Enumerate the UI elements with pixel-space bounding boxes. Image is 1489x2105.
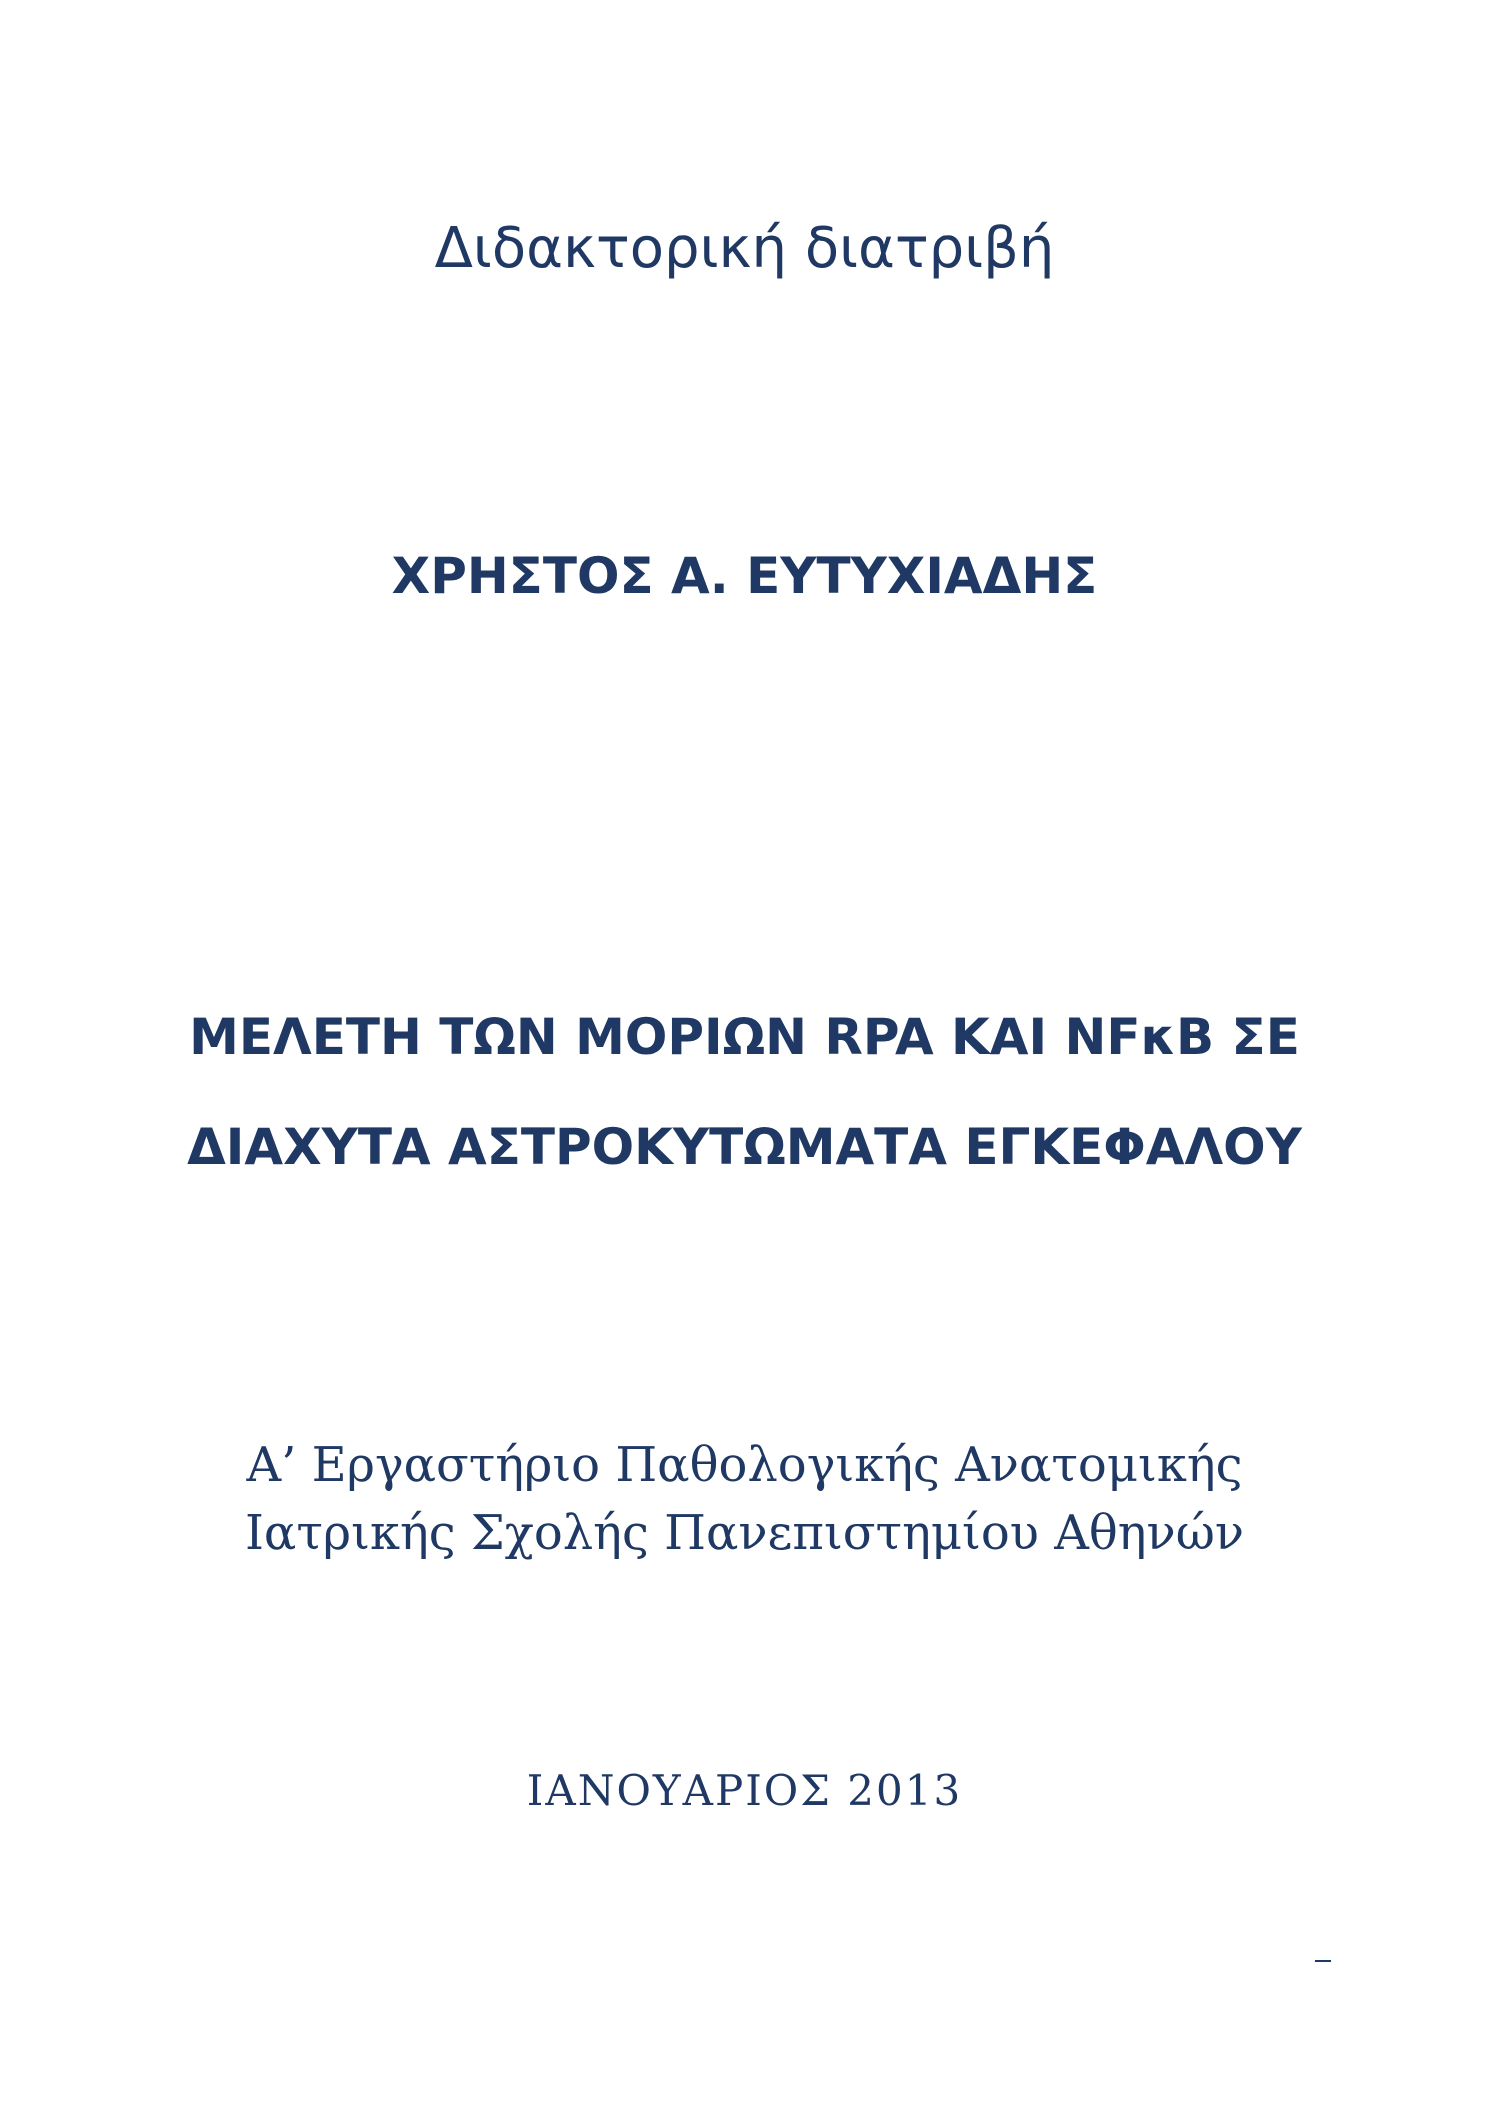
page-mark-dash — [1315, 1960, 1331, 1962]
thesis-title-line-1: ΜΕΛΕΤΗ ΤΩΝ ΜΟΡΙΩΝ RPA ΚΑΙ NFκB ΣΕ — [189, 1008, 1300, 1066]
institution-line-1: Α’ Εργαστήριο Παθολογικής Ανατομικής — [246, 1437, 1243, 1493]
date: ΙΑΝΟΥΑΡΙΟΣ 2013 — [526, 1766, 963, 1815]
thesis-title-line-2: ΔΙΑΧΥΤΑ ΑΣΤΡΟΚΥΤΩΜΑΤΑ ΕΓΚΕΦΑΛΟΥ — [187, 1118, 1302, 1176]
author-name: ΧΡΗΣΤΟΣ Α. ΕΥΤΥΧΙΑΔΗΣ — [391, 547, 1098, 605]
document-type: Διδακτορική διατριβή — [434, 216, 1055, 281]
institution-line-2: Ιατρικής Σχολής Πανεπιστημίου Αθηνών — [244, 1505, 1245, 1561]
